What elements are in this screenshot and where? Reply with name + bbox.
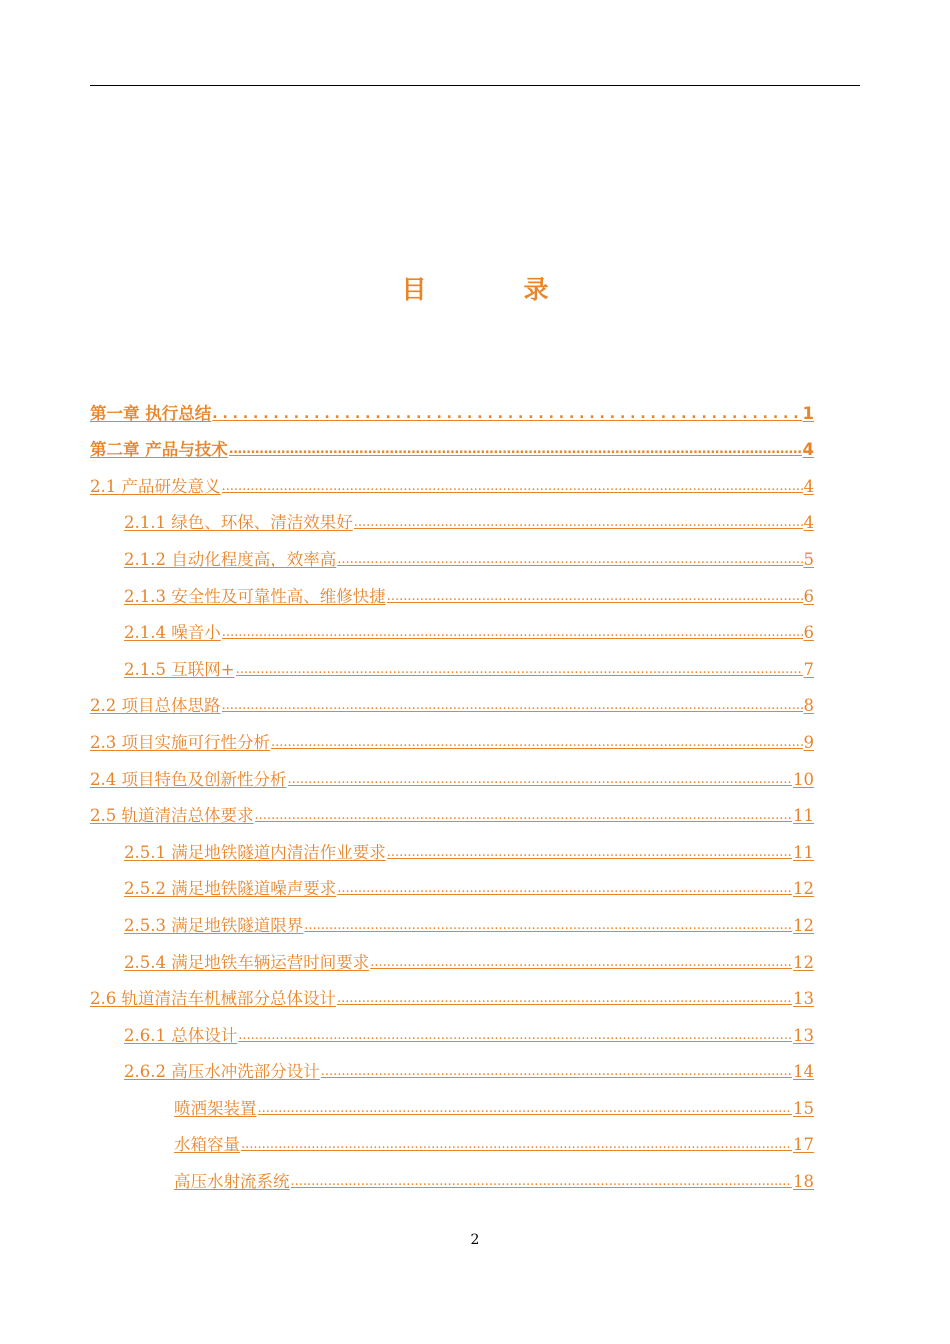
toc-entry-page[interactable]: 14 (793, 1062, 814, 1082)
toc-dot-leader (238, 1023, 792, 1047)
page-number: 2 (470, 1232, 480, 1248)
toc-entry[interactable] (90, 427, 814, 464)
toc-entry[interactable] (90, 1122, 814, 1159)
toc-dot-leader (354, 510, 803, 534)
toc-entry-title[interactable]: 2.1.3 安全性及可靠性高、维修快捷 (124, 586, 386, 606)
toc-entry-page[interactable]: 12 (793, 952, 814, 972)
toc-entry-page[interactable]: 9 (803, 732, 814, 752)
toc-entry-title[interactable]: 第一章 执行总结 (90, 403, 212, 423)
toc-entry-page[interactable]: 12 (793, 879, 814, 899)
toc-dot-leader (387, 584, 803, 608)
toc-entry[interactable] (90, 646, 814, 683)
toc-dot-leader (236, 657, 803, 681)
toc-dot-leader (229, 437, 802, 461)
toc-dot-leader (222, 474, 803, 498)
toc-entry[interactable] (90, 610, 814, 647)
toc-dot-leader (222, 620, 803, 644)
toc-entry-title[interactable]: 高压水射流系统 (174, 1172, 290, 1192)
toc-dot-leader (212, 402, 801, 425)
toc-entry-title[interactable]: 2.5.1 满足地铁隧道内清洁作业要求 (124, 842, 386, 862)
toc-dot-leader (241, 1132, 792, 1156)
toc-dot-leader (337, 986, 792, 1010)
toc-entry[interactable] (90, 390, 814, 427)
toc-entry[interactable] (90, 1049, 814, 1086)
toc-entry-page[interactable]: 11 (793, 842, 814, 862)
toc-dot-leader (288, 767, 793, 791)
toc-entry[interactable] (90, 793, 814, 830)
toc-entry-page[interactable]: 12 (793, 915, 814, 935)
toc-dot-leader (258, 1096, 793, 1120)
toc-entry[interactable] (90, 939, 814, 976)
toc-dot-leader (337, 547, 802, 571)
toc-dot-leader (337, 876, 792, 900)
table-of-contents (90, 390, 814, 1195)
toc-dot-leader (321, 1059, 792, 1083)
toc-entry[interactable] (90, 1158, 814, 1195)
toc-entry-title[interactable]: 2.1.4 噪音小 (124, 623, 221, 643)
toc-entry-page[interactable]: 11 (793, 806, 814, 826)
toc-entry-page[interactable]: 18 (793, 1172, 814, 1192)
toc-entry-title[interactable]: 喷洒架装置 (174, 1098, 257, 1118)
toc-entry-page[interactable]: 5 (803, 549, 814, 569)
toc-entry-page[interactable]: 1 (802, 403, 814, 423)
toc-entry-page[interactable]: 15 (793, 1098, 814, 1118)
toc-title: 目 录 (401, 275, 585, 304)
toc-entry-title[interactable]: 2.6.1 总体设计 (124, 1025, 238, 1045)
toc-entry-title[interactable]: 2.5.4 满足地铁车辆运营时间要求 (124, 952, 370, 972)
toc-entry[interactable] (90, 1085, 814, 1122)
toc-entry-title[interactable]: 2.1.5 互联网+ (124, 659, 235, 679)
toc-entry-page[interactable]: 10 (793, 769, 814, 789)
toc-dot-leader (271, 730, 803, 754)
toc-entry-title[interactable]: 2.5.3 满足地铁隧道限界 (124, 915, 304, 935)
toc-entry-page[interactable]: 17 (793, 1135, 814, 1155)
toc-dot-leader (387, 840, 792, 864)
toc-entry-page[interactable]: 6 (803, 586, 814, 606)
toc-entry-title[interactable]: 2.6 轨道清洁车机械部分总体设计 (90, 989, 336, 1009)
toc-entry-page[interactable]: 4 (803, 476, 814, 496)
toc-entry[interactable] (90, 683, 814, 720)
toc-entry[interactable] (90, 902, 814, 939)
toc-dot-leader (222, 693, 803, 717)
toc-entry[interactable] (90, 573, 814, 610)
toc-entry-page[interactable]: 13 (793, 989, 814, 1009)
toc-entry-title[interactable]: 第二章 产品与技术 (90, 440, 228, 460)
toc-entry[interactable] (90, 976, 814, 1013)
toc-entry-title[interactable]: 2.1.1 绿色、环保、清洁效果好 (124, 513, 353, 533)
toc-entry-title[interactable]: 水箱容量 (174, 1135, 240, 1155)
toc-dot-leader (370, 950, 792, 974)
toc-entry-title[interactable]: 2.1 产品研发意义 (90, 476, 221, 496)
toc-entry[interactable] (90, 500, 814, 537)
toc-entry[interactable] (90, 1012, 814, 1049)
toc-entry-page[interactable]: 4 (802, 440, 814, 460)
toc-entry-title[interactable]: 2.5 轨道清洁总体要求 (90, 806, 254, 826)
toc-entry-title[interactable]: 2.4 项目特色及创新性分析 (90, 769, 287, 789)
toc-entry-title[interactable]: 2.1.2 自动化程度高，效率高 (124, 549, 337, 569)
toc-entry-title[interactable]: 2.2 项目总体思路 (90, 696, 221, 716)
toc-entry[interactable] (90, 719, 814, 756)
toc-entry[interactable] (90, 536, 814, 573)
toc-dot-leader (291, 1169, 793, 1193)
toc-entry-title[interactable]: 2.3 项目实施可行性分析 (90, 732, 270, 752)
toc-dot-leader (255, 803, 793, 827)
toc-entry[interactable] (90, 829, 814, 866)
toc-entry-page[interactable]: 6 (803, 623, 814, 643)
toc-entry-title[interactable]: 2.6.2 高压水冲洗部分设计 (124, 1062, 320, 1082)
toc-entry[interactable] (90, 756, 814, 793)
toc-entry[interactable] (90, 866, 814, 903)
toc-entry-title[interactable]: 2.5.2 满足地铁隧道噪声要求 (124, 879, 337, 899)
toc-entry-page[interactable]: 7 (803, 659, 814, 679)
header-rule (90, 85, 860, 86)
toc-entry-page[interactable]: 13 (793, 1025, 814, 1045)
toc-entry-page[interactable]: 8 (803, 696, 814, 716)
toc-dot-leader (304, 913, 792, 937)
toc-entry[interactable] (90, 463, 814, 500)
toc-entry-page[interactable]: 4 (803, 513, 814, 533)
